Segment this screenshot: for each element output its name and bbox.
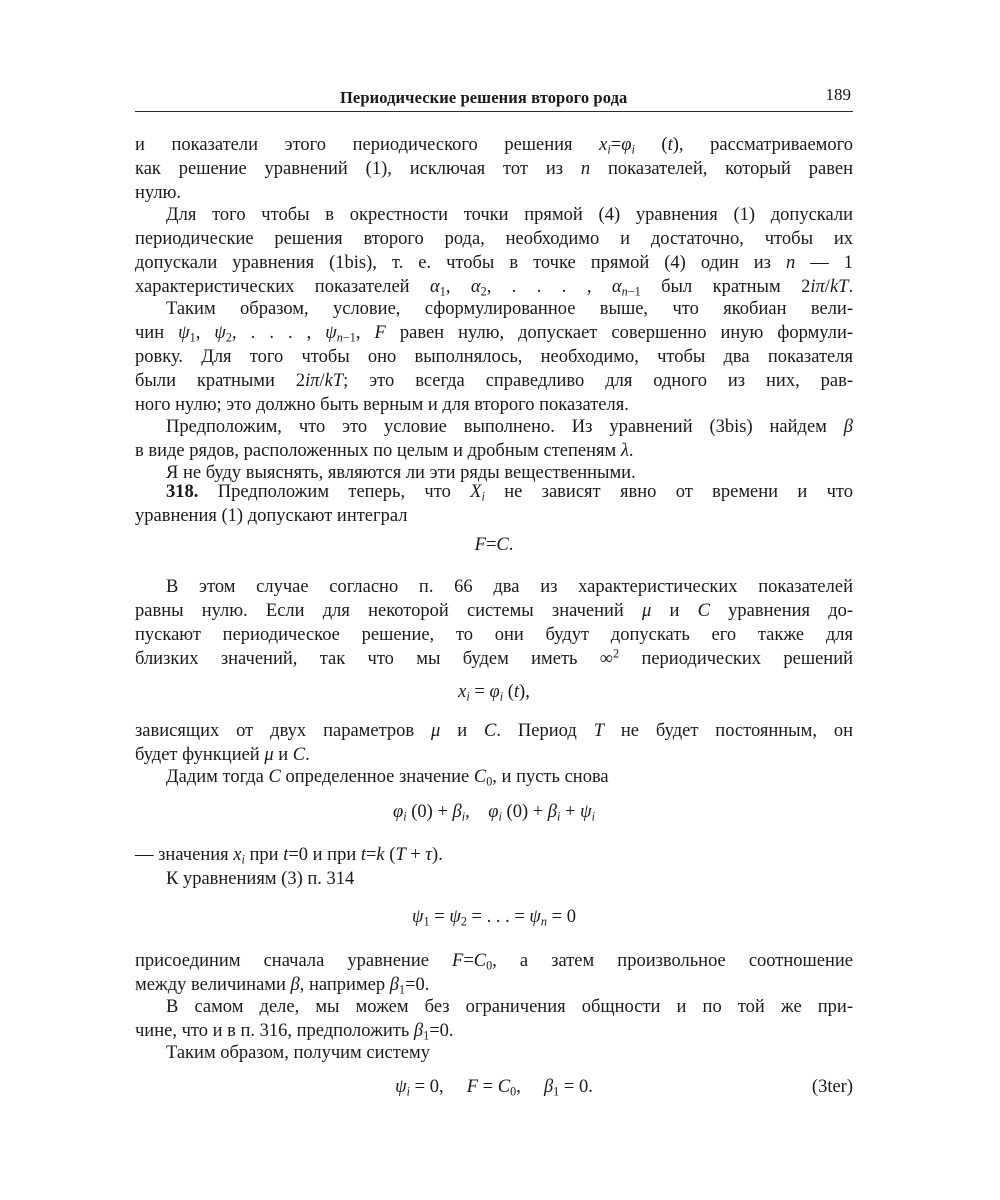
display-equation: $x_i = \varphi_i$ (t), — [458, 682, 530, 704]
display-equation: $\psi_1 = \psi_2$ = . . . = $\psi_n = 0$ — [412, 907, 576, 929]
text-line: равны нулю. Если для некоторой системы значений μ и C уравнения до- — [135, 601, 854, 621]
paragraph-first-line: Я не буду выяснять, являются ли эти ряды вещественными. — [166, 463, 636, 483]
text-line: и показатели этого периодического решения $x_i=\varphi_i$ (t), рассматриваемого — [135, 135, 854, 157]
text-line: — значения $x_i$ при t=0 и при t=k (T + τ). — [135, 845, 443, 867]
paragraph-first-line: Таким образом, условие, сформулированное выше, что якобиан вели- — [166, 299, 853, 319]
section-number: 318. — [166, 482, 199, 502]
text-line: пускают периодическое решение, то они будут допускать его также для — [135, 625, 853, 645]
text-line: допускали уравнения (1bis), т. е. чтобы в точке прямой (4) один из n — 1 — [135, 253, 854, 273]
page-number: 189 — [825, 85, 851, 104]
text-line: ровку. Для того чтобы оно выполнялось, необходимо, чтобы два показателя — [135, 347, 853, 367]
text-line: как решение уравнений (1), исключая тот из n показателей, который равен — [135, 159, 854, 179]
display-equation: $\varphi_i$ $(0) + \beta_i$, $\varphi_i$ $(0) + \beta_i + \psi_i$ — [393, 802, 595, 824]
paragraph-first-line: К уравнениям (3) п. 314 — [166, 869, 355, 889]
text-line: были кратными 2iπ/kT; это всегда справедливо для одного из них, рав- — [135, 371, 854, 391]
paragraph-first-line: Таким образом, получим систему — [166, 1043, 430, 1063]
text-line: будет функцией μ и C. — [135, 745, 310, 765]
paragraph-first-line: Предположим, что это условие выполнено. Из уравнений (3bis) найдем β — [166, 417, 853, 437]
text-line: между величинами β, например $\beta_1=0$. — [135, 975, 430, 997]
header-rule — [135, 111, 853, 112]
equation-reference: (3ter) — [811, 1077, 853, 1097]
running-title: Периодические решения второго рода — [340, 88, 628, 107]
text-line: чине, что и в п. 316, предположить $\beta_1=0$. — [135, 1021, 454, 1043]
paragraph-first-line: Для того чтобы в окрестности точки прямой (4) уравнения (1) допускали — [166, 205, 853, 225]
section-318-first-line: 318. Предположим теперь, что $X_i$ не зависят явно от времени и что — [166, 482, 854, 504]
paragraph-first-line: Дадим тогда C определенное значение $C_0$, и пусть снова — [166, 767, 609, 789]
text-line: периодические решения второго рода, необходимо и достаточно, чтобы их — [135, 229, 853, 249]
paragraph-first-line: В этом случае согласно п. 66 два из характеристических показателей — [166, 577, 853, 597]
text-line: уравнения (1) допускают интеграл — [135, 506, 408, 526]
running-head — [135, 84, 853, 108]
text-line: чин $\psi_1$, $\psi_2$, . . . , $\psi_{n-1}$, F равен нулю, допускает совершенно иную формули- — [135, 323, 854, 345]
text-line: ного нулю; это должно быть верным и для второго показателя. — [135, 395, 629, 415]
display-equation: F=C. — [474, 535, 514, 555]
paragraph-first-line: В самом деле, мы можем без ограничения общности и по той же при- — [166, 997, 853, 1017]
text-line: присоединим сначала уравнение $F=C_0$, а затем произвольное соотношение — [135, 951, 854, 973]
display-equation-3ter: $\psi_i = 0$, $F = C_0$, $\beta_1 = 0$. (3ter) — [395, 1077, 853, 1099]
text-line: нулю. — [135, 183, 182, 203]
text-line: в виде рядов, расположенных по целым и дробным степеням λ. — [135, 441, 634, 461]
text-line: характеристических показателей $\alpha_1$, $\alpha_2$, . . . , $\alpha_{n-1}$ был кратным 2iπ/kT. — [135, 277, 854, 299]
text-line: зависящих от двух параметров μ и C. Период T не будет постоянным, он — [135, 721, 853, 741]
text-line: близких значений, так что мы будем иметь ∞$^2$ периодических решений — [135, 646, 853, 669]
